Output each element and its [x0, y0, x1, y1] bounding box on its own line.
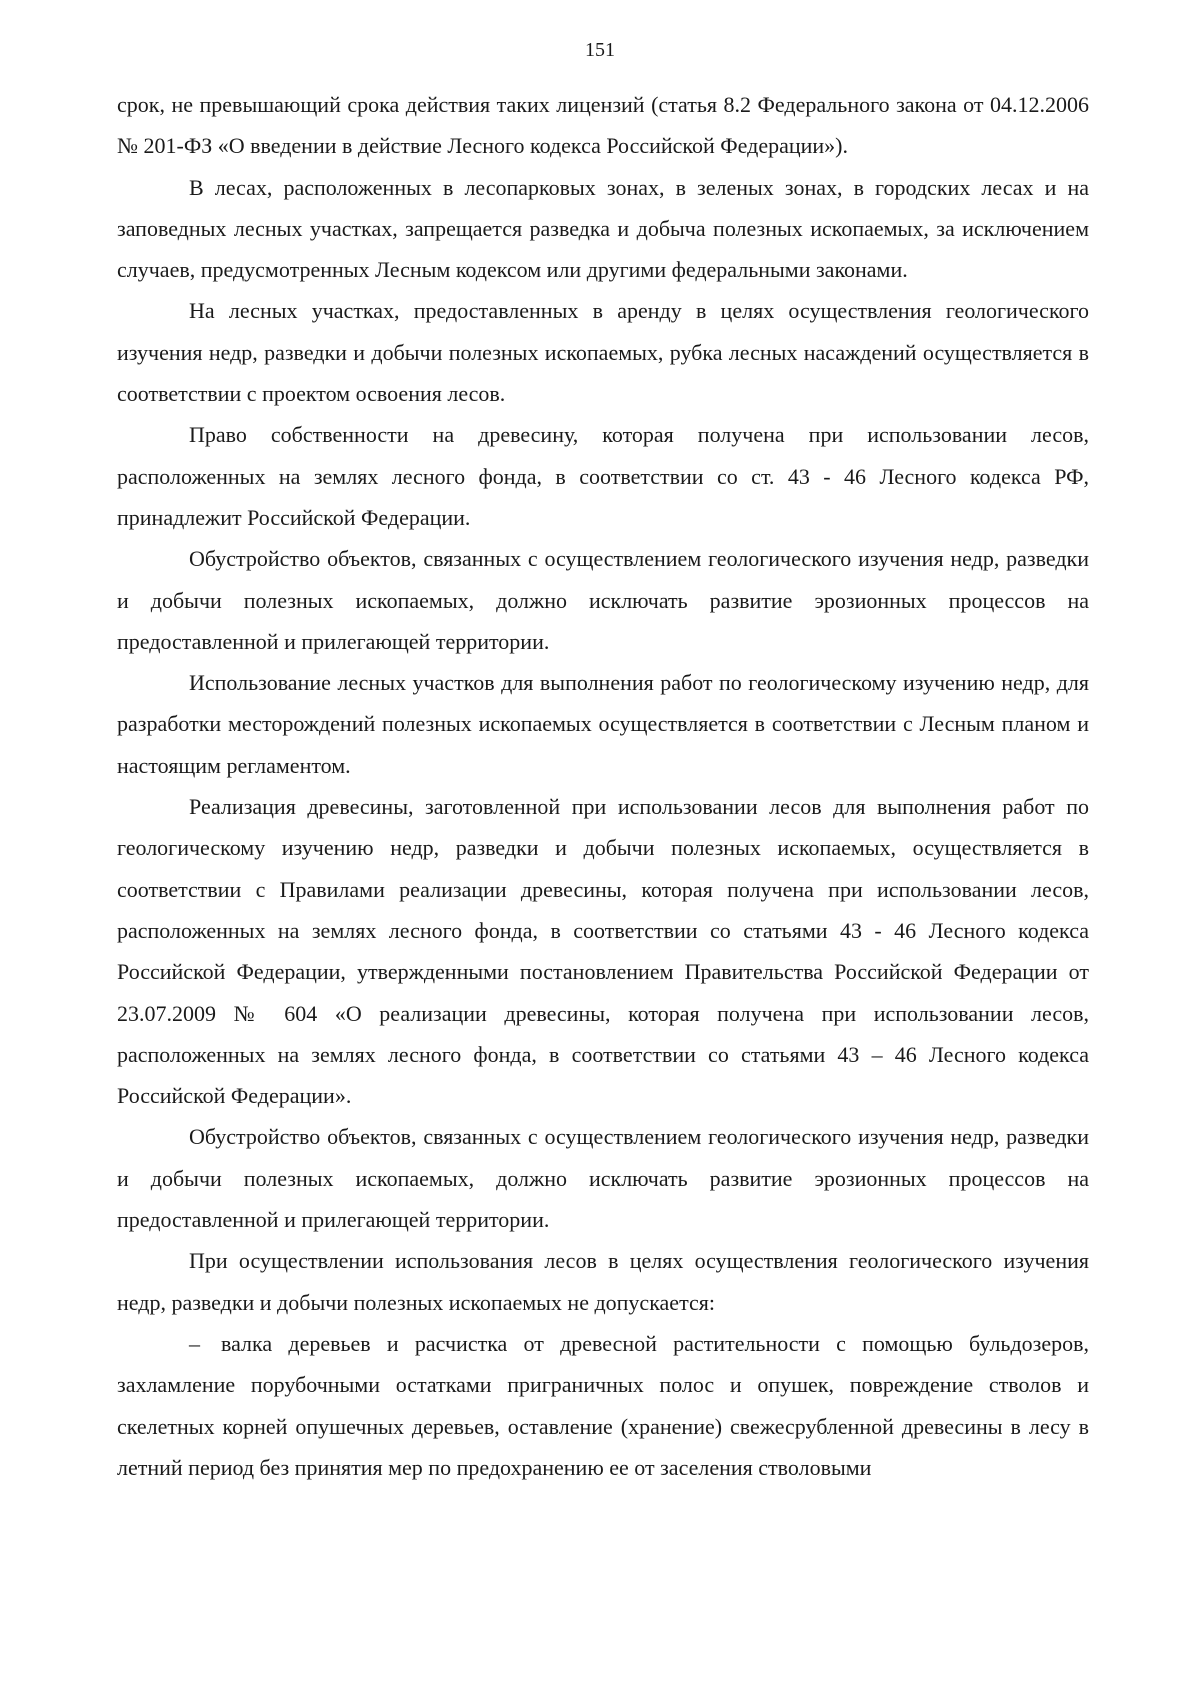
paragraph: Реализация древесины, заготовленной при использовании лесов для выполнения работ по геологическому изучению недр, разведки и добычи полезных ископаемых, осуществляется в соответствии с Правилами реализации древесины, которая получена при использовании лесов, расположенных на землях лесного фонда, в соответствии со статьями 43 - 46 Лесного кодекса Российской Федерации, утвержденными постановлением Правительства Российской Федерации от 23.07.2009 № 604 «О реализации древесины, которая получена при использовании лесов, расположенных на землях лесного фонда, в соответствии со статьями 43 – 46 Лесного кодекса Российской Федерации». — [117, 794, 1089, 1109]
paragraph: На лесных участках, предоставленных в аренду в целях осуществления геологического изучения недр, разведки и добычи полезных ископаемых, рубка лесных насаждений осуществляется в соответствии с проектом освоения лесов. — [117, 298, 1089, 407]
paragraph: Обустройство объектов, связанных с осуществлением геологического изучения недр, разведки и добычи полезных ископаемых, должно исключать развитие эрозионных процессов на предоставленной и прилегающей территории. — [117, 1124, 1089, 1233]
paragraph: В лесах, расположенных в лесопарковых зонах, в зеленых зонах, в городских лесах и на заповедных лесных участках, запрещается разведка и добыча полезных ископаемых, за исключением случаев, предусмотренных Лесным кодексом или другими федеральными законами. — [117, 174, 1089, 283]
paragraph: Право собственности на древесину, которая получена при использовании лесов, расположенных на землях лесного фонда, в соответствии со ст. 43 - 46 Лесного кодекса РФ, принадлежит Российской Федерации. — [117, 422, 1089, 530]
list-item-text: валка деревьев и расчистка от древесной растительности с помощью бульдозеров, захламление порубочными остатками приграничных полос и опушек, повреждение стволов и скелетных корней опушечных деревьев, оставление (хранение) свежесрубленной древесины в лесу в летний период без принятия мер по предохранению ее от заселения стволовыми — [117, 1330, 1089, 1480]
paragraph-continuation: срок, не превышающий срока действия таких лицензий (статья 8.2 Федерального закона от 04.12.2006 № 201-ФЗ «О введении в действие Лесного кодекса Российской Федерации»). — [117, 92, 1089, 159]
page-number: 151 — [585, 39, 615, 61]
list-item — [117, 1323, 1089, 1488]
paragraph: При осуществлении использования лесов в целях осуществления геологического изучения недр, разведки и добычи полезных ископаемых не допускается: — [117, 1248, 1089, 1315]
dash-bullet: – — [189, 1330, 200, 1356]
document-body — [117, 84, 1089, 1488]
paragraph: Обустройство объектов, связанных с осуществлением геологического изучения недр, разведки и добычи полезных ископаемых, должно исключать развитие эрозионных процессов на предоставленной и прилегающей территории. — [117, 546, 1089, 654]
paragraph: Использование лесных участков для выполнения работ по геологическому изучению недр, для разработки месторождений полезных ископаемых осуществляется в соответствии с Лесным планом и настоящим регламентом. — [117, 670, 1089, 778]
